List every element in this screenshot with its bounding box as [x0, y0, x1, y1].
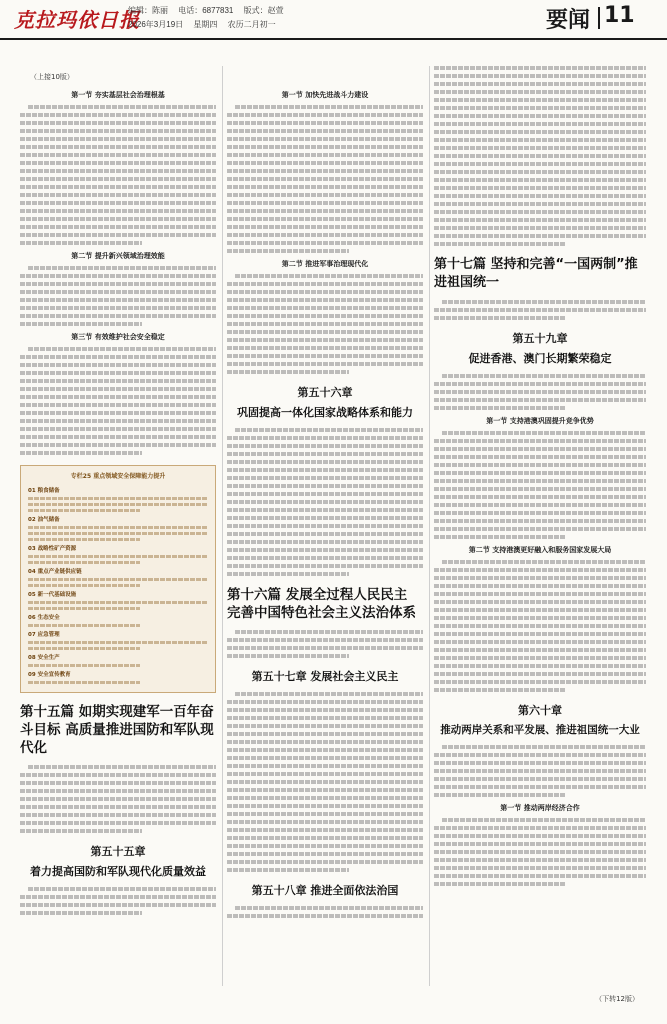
body-text-line: [434, 74, 646, 78]
body-text-line: [28, 561, 140, 564]
body-text-line: [434, 672, 646, 676]
continued-to: （下转12版）: [595, 995, 639, 1003]
body-text-line: [434, 130, 646, 134]
body-text-line: [28, 509, 140, 512]
body-text-line: [434, 471, 646, 475]
body-text-line: [227, 564, 423, 568]
body-text-line: [227, 540, 423, 544]
body-text-line: [434, 850, 646, 854]
body-text-line: [434, 656, 646, 660]
body-text-line: [20, 145, 216, 149]
editor-info: [128, 5, 292, 16]
body-text-line: [227, 914, 423, 918]
section-heading: 第一节 加快先进战斗力建设: [281, 91, 369, 99]
body-text-line: [20, 805, 216, 809]
chapter-59-number: 第五十九章: [512, 332, 568, 345]
body-text-line: [235, 630, 423, 634]
body-text-line: [20, 903, 216, 907]
masthead: [0, 0, 667, 40]
body-text-line: [227, 129, 423, 133]
body-text-line: [227, 804, 423, 808]
body-text-line: [28, 681, 140, 684]
body-text-line: [20, 290, 216, 294]
weekday: 星期四: [193, 20, 218, 29]
body-text-line: [227, 282, 423, 286]
body-text-line: [28, 664, 140, 667]
body-text-line: [235, 105, 423, 109]
body-text-line: [227, 820, 423, 824]
body-text-line: [20, 137, 216, 141]
body-text-line: [227, 516, 423, 520]
body-text-line: [20, 113, 216, 117]
body-text-line: [28, 584, 140, 587]
feature-box: [20, 465, 216, 693]
body-text-line: [235, 428, 423, 432]
body-text-line: [227, 756, 423, 760]
part-16-title: 第十六篇 发展全过程人民民主 完善中国特色社会主义法治体系: [227, 587, 416, 621]
chapter-55-number: 第五十五章: [90, 845, 146, 858]
body-text-line: [28, 538, 140, 541]
body-text-line: [227, 225, 423, 229]
body-text-line: [434, 398, 646, 402]
body-text-line: [434, 874, 646, 878]
part-15-title: 第十五篇 如期实现建军一百年奋斗目标 高质量推进国防和军队现代化: [20, 704, 214, 756]
body-text-line: [227, 209, 423, 213]
body-text-line: [227, 748, 423, 752]
body-text-line: [20, 419, 216, 423]
body-text-line: [227, 780, 423, 784]
body-text-line: [20, 314, 216, 318]
body-text-line: [227, 548, 423, 552]
body-text-line: [434, 106, 646, 110]
body-text-line: [434, 439, 646, 443]
body-text-line: [434, 463, 646, 467]
lunar-date: 农历二月初一: [227, 20, 276, 29]
body-text-line: [434, 785, 646, 789]
body-text-line: [235, 274, 423, 278]
body-text-line: [20, 274, 216, 278]
page-number: 11: [604, 3, 635, 28]
body-text-line: [227, 468, 423, 472]
body-text-line: [20, 797, 216, 801]
section-heading: 第一节 夯实基层社会治理根基: [71, 91, 165, 99]
body-text-line: [20, 821, 216, 825]
body-text-line: [20, 306, 216, 310]
body-text-line: [227, 764, 423, 768]
body-text-line: [434, 664, 646, 668]
body-text-line: [434, 98, 646, 102]
body-text-line: [227, 161, 423, 165]
body-text-line: [20, 355, 216, 359]
body-text-line: [20, 217, 216, 221]
body-text-line: [20, 911, 142, 915]
body-text-line: [20, 435, 216, 439]
body-text-line: [20, 363, 216, 367]
body-text-line: [20, 829, 142, 833]
body-text-line: [227, 740, 423, 744]
body-text-line: [434, 535, 565, 539]
chapter-57-title: 第五十七章 发展社会主义民主: [251, 670, 399, 683]
box-item: 09 安全宣传教育: [28, 672, 71, 678]
body-text-line: [20, 427, 216, 431]
body-text-line: [227, 169, 423, 173]
date: 2026年3月19日: [128, 20, 184, 29]
body-text-line: [28, 503, 208, 506]
body-text-line: [434, 178, 646, 182]
body-text-line: [434, 316, 565, 320]
body-text-line: [434, 632, 646, 636]
body-text-line: [28, 601, 208, 604]
body-text-line: [227, 314, 423, 318]
body-text-line: [227, 484, 423, 488]
body-text-line: [28, 624, 140, 627]
body-text-line: [227, 113, 423, 117]
body-text-line: [227, 217, 423, 221]
column-1: [20, 84, 216, 919]
body-text-line: [434, 511, 646, 515]
box-item: 05 新一代基础设施: [28, 592, 77, 598]
body-text-line: [434, 406, 565, 410]
section-heading: 第二节 提升新兴领域治理效能: [71, 252, 165, 260]
body-text-line: [227, 201, 423, 205]
body-text-line: [434, 479, 646, 483]
box-item: 08 安全生产: [28, 655, 60, 661]
body-text-line: [227, 145, 423, 149]
box-item: 02 油气储备: [28, 517, 60, 523]
layout-editor: 版式：赵萱: [243, 6, 284, 15]
body-text-line: [28, 266, 216, 270]
body-text-line: [434, 600, 646, 604]
body-text-line: [434, 769, 646, 773]
body-text-line: [227, 868, 349, 872]
body-text-line: [227, 844, 423, 848]
body-text-line: [20, 225, 216, 229]
body-text-line: [434, 624, 646, 628]
chapter-56-title: 巩固提高一体化国家战略体系和能力: [237, 406, 413, 419]
body-text-line: [20, 773, 216, 777]
body-text-line: [227, 249, 349, 253]
newspaper-logo: 克拉玛依日报: [14, 8, 140, 32]
chapter-60-number: 第六十章: [518, 704, 562, 717]
body-text-line: [227, 193, 423, 197]
section-title: 要闻: [546, 8, 591, 33]
body-text-line: [227, 233, 423, 237]
body-text-line: [434, 382, 646, 386]
body-text-line: [28, 647, 140, 650]
body-text-line: [434, 186, 646, 190]
body-text-line: [20, 813, 216, 817]
column-divider: [429, 66, 430, 986]
chapter-60-title: 推动两岸关系和平发展、推进祖国统一大业: [440, 724, 640, 736]
body-text-line: [434, 495, 646, 499]
body-text-line: [434, 194, 646, 198]
body-text-line: [442, 818, 646, 822]
body-text-line: [227, 828, 423, 832]
body-text-line: [20, 282, 216, 286]
body-text-line: [227, 290, 423, 294]
section-heading: 第二节 支持港澳更好融入和服务国家发展大局: [468, 546, 612, 554]
body-text-line: [227, 836, 423, 840]
section-heading: 第二节 推进军事治理现代化: [281, 260, 369, 268]
body-text-line: [434, 66, 646, 70]
body-text-line: [227, 700, 423, 704]
column-3: [434, 66, 646, 890]
body-text-line: [434, 882, 565, 886]
body-text-line: [20, 451, 142, 455]
body-text-line: [227, 772, 423, 776]
body-text-line: [434, 226, 646, 230]
body-text-line: [434, 146, 646, 150]
body-text-line: [227, 444, 423, 448]
body-text-line: [227, 708, 423, 712]
body-text-line: [442, 560, 646, 564]
body-text-line: [227, 460, 423, 464]
body-text-line: [20, 161, 216, 165]
box-item: 06 生态安全: [28, 615, 60, 621]
body-text-line: [227, 524, 423, 528]
body-text-line: [434, 487, 646, 491]
body-text-line: [28, 607, 140, 610]
body-text-line: [28, 765, 216, 769]
body-text-line: [227, 724, 423, 728]
body-text-line: [227, 322, 423, 326]
body-text-line: [20, 185, 216, 189]
body-text-line: [20, 379, 216, 383]
body-text-line: [227, 177, 423, 181]
body-text-line: [20, 371, 216, 375]
chapter-59-title: 促进香港、澳门长期繁荣稳定: [468, 352, 612, 365]
body-text-line: [434, 753, 646, 757]
body-text-line: [227, 500, 423, 504]
body-text-line: [434, 242, 565, 246]
date-info: [128, 19, 284, 30]
body-text-line: [20, 153, 216, 157]
body-text-line: [227, 556, 423, 560]
body-text-line: [434, 858, 646, 862]
body-text-line: [434, 761, 646, 765]
body-text-line: [227, 716, 423, 720]
body-text-line: [227, 852, 423, 856]
body-text-line: [227, 476, 423, 480]
body-text-line: [235, 692, 423, 696]
editor: 编辑：陈丽: [128, 6, 168, 15]
body-text-line: [434, 688, 565, 692]
body-text-line: [434, 308, 646, 312]
body-text-line: [434, 527, 646, 531]
body-text-line: [227, 354, 423, 358]
body-text-line: [20, 121, 216, 125]
body-text-line: [434, 210, 646, 214]
body-text-line: [434, 390, 646, 394]
body-text-line: [434, 608, 646, 612]
body-text-line: [442, 374, 646, 378]
body-text-line: [227, 796, 423, 800]
body-text-line: [227, 572, 349, 576]
body-text-line: [227, 346, 423, 350]
body-text-line: [434, 842, 646, 846]
body-text-line: [20, 443, 216, 447]
body-text-line: [227, 137, 423, 141]
body-text-line: [442, 300, 646, 304]
body-text-line: [434, 202, 646, 206]
body-text-line: [28, 578, 208, 581]
body-text-line: [434, 170, 646, 174]
column-2: [227, 84, 423, 922]
body-text-line: [20, 193, 216, 197]
body-text-line: [227, 436, 423, 440]
body-text-line: [434, 576, 646, 580]
body-text-line: [20, 201, 216, 205]
body-text-line: [227, 330, 423, 334]
body-text-line: [28, 532, 208, 535]
body-text-line: [434, 592, 646, 596]
body-text-line: [434, 866, 646, 870]
body-text-line: [434, 218, 646, 222]
body-text-line: [28, 497, 208, 500]
chapter-56-number: 第五十六章: [297, 386, 353, 399]
body-text-line: [20, 789, 216, 793]
body-text-line: [434, 616, 646, 620]
body-text-line: [20, 209, 216, 213]
body-text-line: [442, 431, 646, 435]
chapter-55-title: 着力提高国防和军队现代化质量效益: [30, 865, 206, 878]
body-text-line: [227, 646, 423, 650]
section-heading: 第三节 有效维护社会安全稳定: [71, 333, 165, 341]
body-text-line: [28, 887, 216, 891]
column-divider: [222, 66, 223, 986]
body-text-line: [227, 338, 423, 342]
section-heading: 第一节 推动两岸经济合作: [500, 804, 580, 812]
body-text-line: [20, 241, 142, 245]
body-text-line: [227, 812, 423, 816]
body-text-line: [227, 532, 423, 536]
continued-from: （上接10版）: [30, 73, 74, 81]
body-text-line: [227, 185, 423, 189]
chapter-58-title: 第五十八章 推进全面依法治国: [251, 884, 399, 897]
body-text-line: [235, 906, 423, 910]
body-text-line: [434, 648, 646, 652]
body-text-line: [20, 395, 216, 399]
body-text-line: [28, 555, 208, 558]
body-text-line: [434, 154, 646, 158]
body-text-line: [434, 826, 646, 830]
body-text-line: [227, 860, 423, 864]
body-text-line: [28, 347, 216, 351]
body-text-line: [434, 114, 646, 118]
body-text-line: [227, 121, 423, 125]
box-item: 07 应急管理: [28, 632, 60, 638]
body-text-line: [227, 452, 423, 456]
body-text-line: [434, 503, 646, 507]
box-title: 专栏25 重点领域安全保障能力提升: [70, 473, 166, 480]
body-text-line: [434, 162, 646, 166]
body-text-line: [434, 584, 646, 588]
part-17-title: 第十七篇 坚持和完善“一国两制”推进祖国统一: [434, 257, 638, 290]
body-text-line: [227, 241, 423, 245]
body-text-line: [20, 411, 216, 415]
body-text-line: [434, 640, 646, 644]
body-text-line: [20, 129, 216, 133]
body-text-line: [434, 122, 646, 126]
body-text-line: [20, 781, 216, 785]
body-text-line: [20, 387, 216, 391]
body-text-line: [434, 234, 646, 238]
body-text-line: [442, 745, 646, 749]
body-text-line: [227, 492, 423, 496]
body-text-line: [20, 895, 216, 899]
body-text-line: [227, 732, 423, 736]
body-text-line: [434, 82, 646, 86]
body-text-line: [434, 680, 646, 684]
body-text-line: [28, 105, 216, 109]
body-text-line: [28, 641, 208, 644]
box-item: 01 粮食储备: [28, 488, 60, 494]
body-text-line: [434, 90, 646, 94]
body-text-line: [227, 508, 423, 512]
body-text-line: [227, 153, 423, 157]
body-text-line: [227, 362, 423, 366]
body-text-line: [20, 233, 216, 237]
body-text-line: [227, 370, 349, 374]
body-text-line: [227, 306, 423, 310]
body-text-line: [227, 298, 423, 302]
body-text-line: [28, 526, 208, 529]
body-text-line: [434, 519, 646, 523]
body-text-line: [20, 177, 216, 181]
box-item: 04 重点产业链供应链: [28, 569, 82, 575]
body-text-line: [20, 403, 216, 407]
body-text-line: [434, 455, 646, 459]
body-text-line: [434, 447, 646, 451]
body-text-line: [434, 568, 646, 572]
phone: 电话：6877831: [178, 6, 234, 15]
body-text-line: [434, 793, 565, 797]
body-text-line: [227, 654, 349, 658]
body-text-line: [20, 322, 142, 326]
body-text-line: [20, 298, 216, 302]
section-heading: 第一节 支持港澳巩固提升竞争优势: [486, 417, 594, 425]
body-text-line: [434, 777, 646, 781]
body-text-line: [434, 834, 646, 838]
body-text-line: [227, 788, 423, 792]
box-item: 03 战略性矿产资源: [28, 546, 77, 552]
body-text-line: [20, 169, 216, 173]
body-text-line: [227, 638, 423, 642]
body-text-line: [434, 138, 646, 142]
